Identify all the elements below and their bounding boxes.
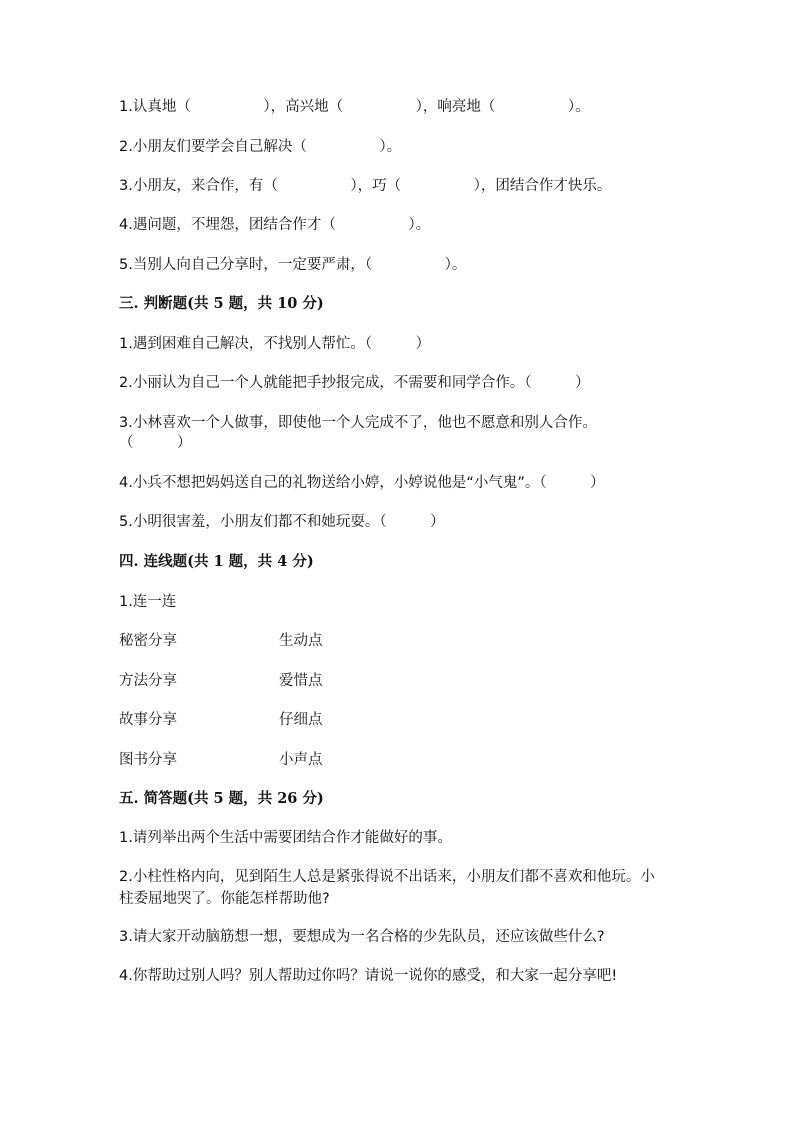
match-left-2: 方法分享 [119, 673, 177, 689]
match-question: 1.连一连 [119, 594, 177, 610]
match-right-4: 小声点 [279, 752, 323, 768]
short-answer-item-2: 2.小柱性格内向，见到陌生人总是紧张得说不出话来，小朋友们都不喜欢和他玩。小柱委屈地哭了。你能怎样帮助他? [119, 869, 655, 907]
short-answer-item-3: 3.请大家开动脑筋想一想，要想成为一名合格的少先队员，还应该做些什么? [119, 929, 605, 945]
section4-heading: 四. 连线题(共 1 题，共 4 分) [119, 553, 314, 570]
match-left-1: 秘密分享 [119, 633, 177, 649]
section3-heading: 三. 判断题(共 5 题，共 10 分) [119, 295, 324, 312]
match-right-1: 生动点 [279, 633, 323, 649]
fill-blank-item-2: 2.小朋友们要学会自己解决（ ）。 [119, 139, 402, 155]
judge-item-3-blank: （ ） [119, 435, 192, 451]
judge-item-2: 2.小丽认为自己一个人就能把手抄报完成，不需要和同学合作。（ ） [119, 375, 590, 391]
match-left-4: 图书分享 [119, 752, 177, 768]
section5-heading: 五. 简答题(共 5 题，共 26 分) [119, 790, 324, 807]
match-right-2: 爱惜点 [279, 673, 323, 689]
match-left-3: 故事分享 [119, 712, 177, 728]
fill-blank-item-5: 5.当别人向自己分享时，一定要严肃，（ ）。 [119, 257, 467, 273]
fill-blank-item-3: 3.小朋友，来合作，有（ ），巧（ ），团结合作才快乐。 [119, 178, 612, 194]
short-answer-item-1: 1.请列举出两个生活中需要团结合作才能做好的事。 [119, 830, 452, 846]
judge-item-4: 4.小兵不想把妈妈送自己的礼物送给小婷，小婷说他是“小气鬼”。（ ） [119, 475, 605, 491]
short-answer-item-4: 4.你帮助过别人吗？别人帮助过你吗？请说一说你的感受，和大家一起分享吧! [119, 968, 618, 984]
fill-blank-item-1: 1.认真地（ ），高兴地（ ），响亮地（ ）。 [119, 99, 590, 115]
judge-item-5: 5.小明很害羞，小朋友们都不和她玩耍。（ ） [119, 514, 445, 530]
match-right-3: 仔细点 [279, 712, 323, 728]
judge-item-3: 3.小林喜欢一个人做事，即使他一个人完成不了，他也不愿意和别人合作。 [119, 415, 597, 431]
fill-blank-item-4: 4.遇问题，不埋怨，团结合作才（ ）。 [119, 217, 431, 233]
judge-item-1: 1.遇到困难自己解决，不找别人帮忙。（ ） [119, 336, 431, 352]
